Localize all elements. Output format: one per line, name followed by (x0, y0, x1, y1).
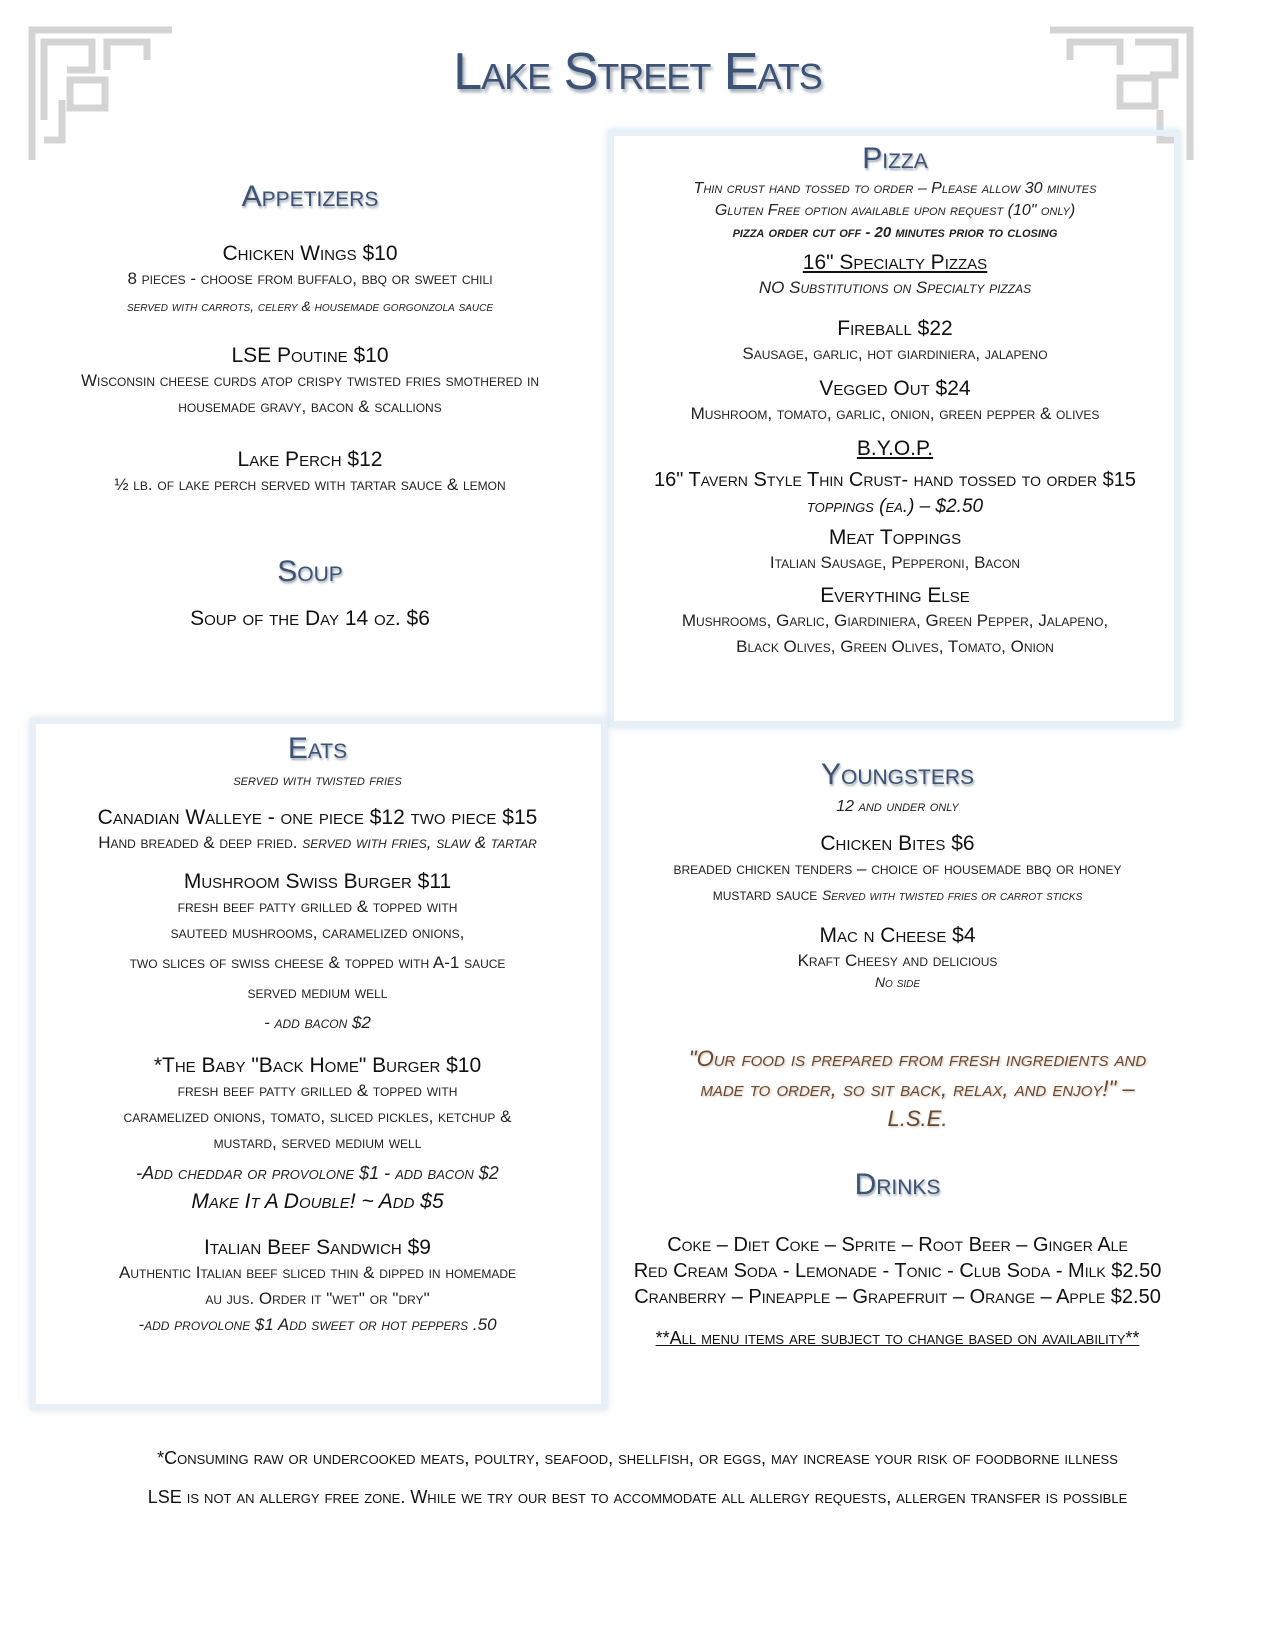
page-title: Lake Street Eats (453, 43, 822, 101)
drinks-line-2: Red Cream Soda - Lemonade - Tonic - Club Soda - Milk $2.50 (633, 1260, 1162, 1282)
wings-desc: 8 pieces - choose from buffalo, bbq or sweet chili (127, 269, 493, 288)
vegged-name: Vegged Out $24 (819, 377, 971, 400)
bites-desc-1: breaded chicken tenders – choice of housemade bbq or honey (673, 859, 1122, 878)
else-heading: Everything Else (820, 584, 970, 607)
footer-line-1: *Consuming raw or undercooked meats, poultry, seafood, shellfish, or eggs, may increase your risk of foodborne illness (157, 1448, 1118, 1468)
pizza-heading: Pizza (862, 142, 928, 175)
footer (0, 1448, 1275, 1508)
byop-desc: 16" Tavern Style Thin Crust- hand tossed to order $15 (653, 469, 1137, 491)
vegged-desc: Mushroom, tomato, garlic, onion, green pepper & olives (690, 404, 1100, 423)
pizza-section (615, 142, 1175, 660)
mushroom-desc-3: two slices of swiss cheese & topped with A-1 sauce (129, 953, 506, 972)
mushroom-desc-1: fresh beef patty grilled & topped with (177, 897, 458, 916)
drinks-heading: Drinks (854, 1168, 941, 1201)
italian-beef-name: Italian Beef Sandwich $9 (204, 1236, 431, 1259)
appetizers-heading: Appetizers (241, 180, 379, 213)
baby-desc-1: fresh beef patty grilled & topped with (177, 1081, 458, 1100)
baby-desc-2: caramelized onions, tomato, sliced pickles, ketchup & (123, 1107, 512, 1126)
fireball-name: Fireball $22 (837, 317, 953, 340)
beef-desc-2: au jus. Order it "wet" or "dry" (205, 1289, 430, 1308)
drinks-line-1: Coke – Diet Coke – Sprite – Root Beer – Ginger Ale (667, 1234, 1128, 1256)
pizza-line-1: Thin crust hand tossed to order – Please allow 30 minutes (693, 180, 1097, 197)
perch-desc: ½ lb. of lake perch served with tartar sauce & lemon (114, 475, 506, 494)
toppings-price: toppings (ea.) – $2.50 (806, 496, 984, 517)
availability-disclaimer: **All menu items are subject to change based on availability** (655, 1328, 1140, 1348)
bites-desc-2 (620, 882, 1175, 908)
else-list-1: Mushrooms, Garlic, Giardiniera, Green Pepper, Jalapeno, (681, 611, 1109, 630)
mac-name: Mac n Cheese $4 (819, 924, 976, 947)
pizza-line-2: Gluten Free option available upon request (10" only) (714, 202, 1076, 219)
double-option: Make It A Double! ~ Add $5 (191, 1190, 444, 1213)
mushroom-desc-2: sauteed mushrooms, caramelized onions, (170, 923, 465, 942)
youngsters-heading: Youngsters (820, 758, 975, 791)
beef-desc-1: Authentic Italian beef sliced thin & dipped in homemade (118, 1263, 516, 1282)
youngsters-sub: 12 and under only (836, 798, 959, 815)
mushroom-add: - add bacon $2 (264, 1013, 371, 1032)
eats-subheading: served with twisted fries (233, 772, 402, 789)
eats-section (30, 732, 605, 1338)
baby-burger-name: *The Baby "Back Home" Burger $10 (153, 1054, 482, 1077)
byop-heading: B.Y.O.P. (856, 437, 934, 460)
pizza-line-3: pizza order cut off - 20 minutes prior to closing (732, 224, 1058, 241)
perch-name: Lake Perch $12 (237, 448, 383, 471)
mushroom-desc-4: served medium well (247, 983, 388, 1002)
walleye-desc-b: served with fries, slaw & tartar (302, 833, 537, 852)
meat-list: Italian Sausage, Pepperoni, Bacon (769, 553, 1021, 572)
fireball-desc: Sausage, garlic, hot giardiniera, jalapeno (742, 344, 1048, 363)
quote-line-3: L.S.E. (887, 1106, 948, 1131)
drinks-line-3: Cranberry – Pineapple – Grapefruit – Orange – Apple $2.50 (634, 1286, 1161, 1308)
baby-desc-3: mustard, served medium well (213, 1133, 422, 1152)
wings-note: served with carrots, celery & housemade gorgonzola sauce (126, 298, 494, 314)
youngsters-section (620, 758, 1175, 990)
poutine-desc-2: housemade gravy, bacon & scallions (178, 397, 442, 416)
soup-heading: Soup (277, 555, 343, 588)
quote-line-2: made to order, so sit back, relax, and enjoy!" – (700, 1076, 1135, 1101)
else-list-2: Black Olives, Green Olives, Tomato, Onion (736, 637, 1054, 656)
quote-block (630, 1044, 1205, 1134)
beef-add: -add provolone $1 Add sweet or hot peppers .50 (138, 1315, 497, 1334)
appetizers-section (10, 180, 610, 498)
walleye-desc-a: Hand breaded & deep fried. (98, 833, 303, 852)
specialty-note: NO Substitutions on Specialty pizzas (758, 278, 1032, 297)
chicken-bites-name: Chicken Bites $6 (820, 832, 975, 855)
bites-desc-2a: mustard sauce (712, 885, 822, 904)
mushroom-burger-name: Mushroom Swiss Burger $11 (183, 870, 452, 893)
eats-heading: Eats (287, 732, 348, 765)
soup-section (10, 555, 610, 631)
quote-line-1: "Our food is prepared from fresh ingredients and (688, 1046, 1147, 1071)
walleye-desc (30, 830, 605, 856)
wings-name: Chicken Wings $10 (222, 242, 398, 265)
bites-desc-2b: Served with twisted fries or carrot sticks (821, 887, 1083, 903)
walleye-name: Canadian Walleye - one piece $12 two piece $15 (97, 806, 538, 829)
mac-desc: Kraft Cheesy and delicious (797, 951, 998, 970)
poutine-name: LSE Poutine $10 (231, 344, 389, 367)
drinks-section (620, 1168, 1175, 1349)
soup-item: Soup of the Day 14 oz. $6 (190, 607, 430, 630)
footer-line-2: LSE is not an allergy free zone. While we try our best to accommodate all allergy requests, allergen transfer is possible (147, 1487, 1128, 1507)
baby-add: -Add cheddar or provolone $1 - add bacon $2 (136, 1163, 499, 1183)
meat-heading: Meat Toppings (828, 526, 962, 549)
specialty-heading: 16" Specialty Pizzas (802, 251, 988, 274)
mac-note: No side (874, 974, 921, 990)
poutine-desc-1: Wisconsin cheese curds atop crispy twisted fries smothered in (80, 371, 540, 390)
